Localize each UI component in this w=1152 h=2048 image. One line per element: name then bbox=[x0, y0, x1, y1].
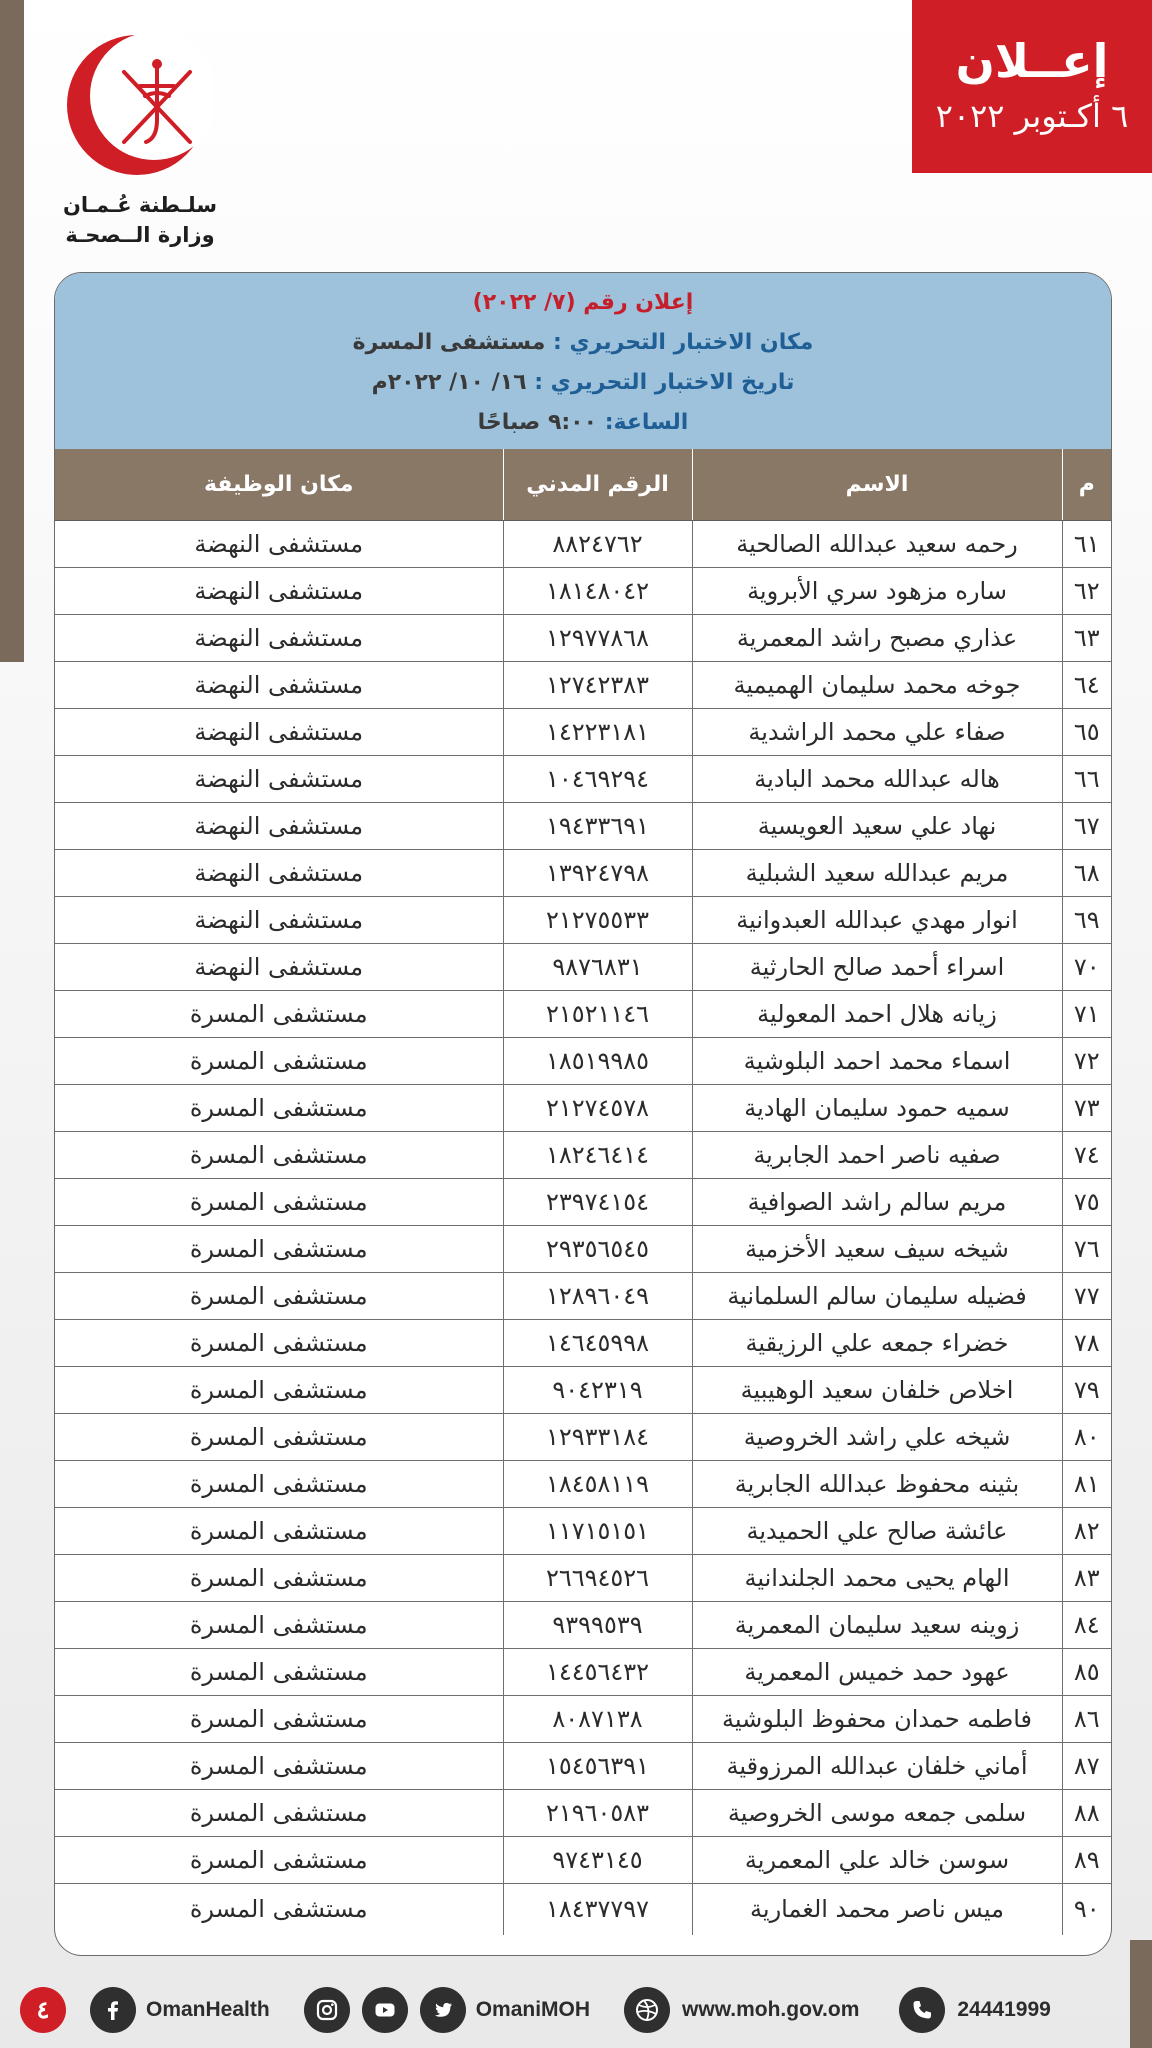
job-location: مستشفى المسرة bbox=[55, 1037, 503, 1084]
row-number: ٧٠ bbox=[1062, 943, 1111, 990]
table-row bbox=[55, 661, 1111, 708]
logo-line-ministry: وزارة الــصحـة bbox=[65, 223, 215, 247]
row-number: ٦٦ bbox=[1062, 755, 1111, 802]
civil-id: ١٣٩٢٤٧٩٨ bbox=[503, 849, 692, 896]
candidate-name: أماني خلفان عبدالله المرزوقية bbox=[692, 1742, 1062, 1789]
youtube-icon[interactable] bbox=[362, 1987, 408, 2033]
civil-id: ٢٦٦٩٤٥٢٦ bbox=[503, 1554, 692, 1601]
row-number: ٦٩ bbox=[1062, 896, 1111, 943]
table-row bbox=[55, 896, 1111, 943]
job-location: مستشفى المسرة bbox=[55, 1272, 503, 1319]
table-row bbox=[55, 1460, 1111, 1507]
row-number: ٩٠ bbox=[1062, 1883, 1111, 1935]
job-location: مستشفى النهضة bbox=[55, 802, 503, 849]
civil-id: ٨٠٨٧١٣٨ bbox=[503, 1695, 692, 1742]
candidate-name: مريم عبدالله سعيد الشبلية bbox=[692, 849, 1062, 896]
candidates-table bbox=[55, 449, 1111, 1935]
candidate-name: بثينه محفوظ عبدالله الجابرية bbox=[692, 1460, 1062, 1507]
candidate-name: اخلاص خلفان سعيد الوهيبية bbox=[692, 1366, 1062, 1413]
row-number: ٦٥ bbox=[1062, 708, 1111, 755]
civil-id: ٢٣٩٧٤١٥٤ bbox=[503, 1178, 692, 1225]
civil-id: ٨٨٢٤٧٦٢ bbox=[503, 520, 692, 567]
job-location: مستشفى المسرة bbox=[55, 1131, 503, 1178]
row-number: ٨١ bbox=[1062, 1460, 1111, 1507]
row-number: ٦٨ bbox=[1062, 849, 1111, 896]
table-row bbox=[55, 567, 1111, 614]
announcement-box bbox=[912, 0, 1152, 173]
candidate-name: الهام يحيى محمد الجلندانية bbox=[692, 1554, 1062, 1601]
job-location: مستشفى المسرة bbox=[55, 1742, 503, 1789]
table-row bbox=[55, 1554, 1111, 1601]
ministry-logo bbox=[50, 30, 220, 245]
candidate-name: شيخه سيف سعيد الأخزمية bbox=[692, 1225, 1062, 1272]
candidate-name: زوينه سعيد سليمان المعمرية bbox=[692, 1601, 1062, 1648]
column-header-job-location: مكان الوظيفة bbox=[55, 449, 503, 520]
candidate-name: نهاد علي سعيد العويسية bbox=[692, 802, 1062, 849]
civil-id: ١٢٨٩٦٠٤٩ bbox=[503, 1272, 692, 1319]
instagram-icon[interactable] bbox=[304, 1987, 350, 2033]
civil-id: ١٨٤٣٧٧٩٧ bbox=[503, 1883, 692, 1935]
civil-id: ٩٧٤٣١٤٥ bbox=[503, 1836, 692, 1883]
candidate-name: انوار مهدي عبدالله العبدوانية bbox=[692, 896, 1062, 943]
row-number: ٦٤ bbox=[1062, 661, 1111, 708]
candidate-name: جوخه محمد سليمان الهميمية bbox=[692, 661, 1062, 708]
table-row bbox=[55, 614, 1111, 661]
job-location: مستشفى المسرة bbox=[55, 1648, 503, 1695]
candidate-name: شيخه علي راشد الخروصية bbox=[692, 1413, 1062, 1460]
candidate-name: مريم سالم راشد الصوافية bbox=[692, 1178, 1062, 1225]
exam-date-value: ١٦/ ١٠/ ٢٠٢٢م bbox=[371, 370, 527, 395]
table-row bbox=[55, 1319, 1111, 1366]
row-number: ٨٢ bbox=[1062, 1507, 1111, 1554]
row-number: ٧٢ bbox=[1062, 1037, 1111, 1084]
row-number: ٨٧ bbox=[1062, 1742, 1111, 1789]
exam-place-label: مكان الاختبار التحريري : bbox=[553, 330, 814, 355]
candidate-name: صفيه ناصر احمد الجابرية bbox=[692, 1131, 1062, 1178]
row-number: ٨٣ bbox=[1062, 1554, 1111, 1601]
table-row bbox=[55, 1413, 1111, 1460]
candidate-name: فاطمه حمدان محفوظ البلوشية bbox=[692, 1695, 1062, 1742]
candidate-name: اسماء محمد احمد البلوشية bbox=[692, 1037, 1062, 1084]
table-row bbox=[55, 849, 1111, 896]
table-row bbox=[55, 1084, 1111, 1131]
job-location: مستشفى النهضة bbox=[55, 896, 503, 943]
left-accent-stripe bbox=[0, 0, 24, 662]
row-number: ٦٧ bbox=[1062, 802, 1111, 849]
logo-line-sultanate: سلـطنة عُـمـان bbox=[62, 193, 218, 217]
job-location: مستشفى المسرة bbox=[55, 1084, 503, 1131]
table-body bbox=[55, 520, 1111, 1935]
exam-place-value: مستشفى المسرة bbox=[352, 330, 546, 355]
job-location: مستشفى النهضة bbox=[55, 708, 503, 755]
table-row bbox=[55, 755, 1111, 802]
table-row bbox=[55, 1742, 1111, 1789]
row-number: ٧١ bbox=[1062, 990, 1111, 1037]
row-number: ٦٣ bbox=[1062, 614, 1111, 661]
job-location: مستشفى المسرة bbox=[55, 1836, 503, 1883]
job-location: مستشفى المسرة bbox=[55, 1413, 503, 1460]
results-panel bbox=[54, 272, 1112, 1956]
announcement-title: إعــلان bbox=[955, 34, 1109, 88]
facebook-icon[interactable] bbox=[90, 1987, 136, 2033]
candidate-name: ساره مزهود سري الأبروية bbox=[692, 567, 1062, 614]
table-row bbox=[55, 1789, 1111, 1836]
table-row bbox=[55, 1366, 1111, 1413]
job-location: مستشفى المسرة bbox=[55, 1178, 503, 1225]
civil-id: ١٨٤٥٨١١٩ bbox=[503, 1460, 692, 1507]
candidate-name: عذاري مصبح راشد المعمرية bbox=[692, 614, 1062, 661]
exam-date-label: تاريخ الاختبار التحريري : bbox=[534, 370, 795, 395]
civil-id: ١٤٤٥٦٤٣٢ bbox=[503, 1648, 692, 1695]
civil-id: ٢١٥٢١١٤٦ bbox=[503, 990, 692, 1037]
civil-id: ١٩٤٣٣٦٩١ bbox=[503, 802, 692, 849]
job-location: مستشفى المسرة bbox=[55, 1507, 503, 1554]
civil-id: ٢١٩٦٠٥٨٣ bbox=[503, 1789, 692, 1836]
civil-id: ١٤٢٢٣١٨١ bbox=[503, 708, 692, 755]
candidate-name: هاله عبدالله محمد البادية bbox=[692, 755, 1062, 802]
job-location: مستشفى المسرة bbox=[55, 990, 503, 1037]
civil-id: ١٨٥١٩٩٨٥ bbox=[503, 1037, 692, 1084]
candidate-name: سوسن خالد علي المعمرية bbox=[692, 1836, 1062, 1883]
phone-number[interactable]: 24441999 bbox=[957, 1998, 1051, 2021]
right-accent-stripe bbox=[1130, 1940, 1152, 2048]
job-location: مستشفى النهضة bbox=[55, 755, 503, 802]
job-location: مستشفى النهضة bbox=[55, 849, 503, 896]
row-number: ٧٣ bbox=[1062, 1084, 1111, 1131]
page-number: ٤ bbox=[20, 1987, 66, 2033]
table-row bbox=[55, 1883, 1111, 1935]
candidate-name: سلمى جمعه موسى الخروصية bbox=[692, 1789, 1062, 1836]
candidate-name: سميه حمود سليمان الهادية bbox=[692, 1084, 1062, 1131]
civil-id: ١٤٦٤٥٩٩٨ bbox=[503, 1319, 692, 1366]
candidate-name: زيانه هلال احمد المعولية bbox=[692, 990, 1062, 1037]
website-globe-icon[interactable] bbox=[624, 1987, 670, 2033]
job-location: مستشفى النهضة bbox=[55, 661, 503, 708]
table-row bbox=[55, 708, 1111, 755]
row-number: ٧٤ bbox=[1062, 1131, 1111, 1178]
candidate-name: خضراء جمعه علي الرزيقية bbox=[692, 1319, 1062, 1366]
job-location: مستشفى المسرة bbox=[55, 1789, 503, 1836]
civil-id: ١٢٧٤٢٣٨٣ bbox=[503, 661, 692, 708]
row-number: ٧٨ bbox=[1062, 1319, 1111, 1366]
job-location: مستشفى النهضة bbox=[55, 567, 503, 614]
table-row bbox=[55, 1695, 1111, 1742]
candidate-name: عهود حمد خميس المعمرية bbox=[692, 1648, 1062, 1695]
twitter-handle[interactable]: OmaniMOH bbox=[475, 1998, 591, 2021]
table-row bbox=[55, 520, 1111, 567]
oman-emblem-icon bbox=[62, 30, 212, 180]
table-row bbox=[55, 1507, 1111, 1554]
column-header-name: الاسم bbox=[692, 449, 1062, 520]
table-row bbox=[55, 1178, 1111, 1225]
civil-id: ١١٧١٥١٥١ bbox=[503, 1507, 692, 1554]
job-location: مستشفى المسرة bbox=[55, 1319, 503, 1366]
phone-icon[interactable] bbox=[899, 1987, 945, 2033]
candidate-name: عائشة صالح علي الحميدية bbox=[692, 1507, 1062, 1554]
civil-id: ٩٠٤٢٣١٩ bbox=[503, 1366, 692, 1413]
exam-time-label: الساعة: bbox=[604, 410, 689, 435]
civil-id: ١٢٩٧٧٨٦٨ bbox=[503, 614, 692, 661]
row-number: ٦١ bbox=[1062, 520, 1111, 567]
civil-id: ١٨١٤٨٠٤٢ bbox=[503, 567, 692, 614]
job-location: مستشفى النهضة bbox=[55, 520, 503, 567]
row-number: ٨٩ bbox=[1062, 1836, 1111, 1883]
candidate-name: فضيله سليمان سالم السلمانية bbox=[692, 1272, 1062, 1319]
row-number: ٨٥ bbox=[1062, 1648, 1111, 1695]
row-number: ٨٦ bbox=[1062, 1695, 1111, 1742]
table-row bbox=[55, 1037, 1111, 1084]
website-link[interactable]: www.moh.gov.om bbox=[682, 1998, 860, 2021]
civil-id: ٢١٢٧٥٥٣٣ bbox=[503, 896, 692, 943]
civil-id: ٩٨٧٦٨٣١ bbox=[503, 943, 692, 990]
civil-id: ١٥٤٥٦٣٩١ bbox=[503, 1742, 692, 1789]
row-number: ٨٤ bbox=[1062, 1601, 1111, 1648]
table-row bbox=[55, 1836, 1111, 1883]
table-row bbox=[55, 1225, 1111, 1272]
row-number: ٧٩ bbox=[1062, 1366, 1111, 1413]
table-row bbox=[55, 1131, 1111, 1178]
job-location: مستشفى النهضة bbox=[55, 943, 503, 990]
table-row bbox=[55, 943, 1111, 990]
candidate-name: صفاء علي محمد الراشدية bbox=[692, 708, 1062, 755]
candidate-name: اسراء أحمد صالح الحارثية bbox=[692, 943, 1062, 990]
row-number: ٧٧ bbox=[1062, 1272, 1111, 1319]
row-number: ٨٠ bbox=[1062, 1413, 1111, 1460]
civil-id: ٢٩٣٥٦٥٤٥ bbox=[503, 1225, 692, 1272]
table-row bbox=[55, 1648, 1111, 1695]
job-location: مستشفى المسرة bbox=[55, 1225, 503, 1272]
job-location: مستشفى المسرة bbox=[55, 1554, 503, 1601]
twitter-icon[interactable] bbox=[420, 1987, 466, 2033]
candidate-name: رحمه سعيد عبدالله الصالحية bbox=[692, 520, 1062, 567]
candidate-name: ميس ناصر محمد الغمارية bbox=[692, 1883, 1062, 1935]
civil-id: ١٢٩٣٣١٨٤ bbox=[503, 1413, 692, 1460]
announcement-date: ٦ أكـتوبر ٢٠٢٢ bbox=[935, 97, 1129, 135]
facebook-handle[interactable]: OmanHealth bbox=[146, 1998, 270, 2021]
row-number: ٧٥ bbox=[1062, 1178, 1111, 1225]
footer-bar bbox=[20, 1982, 1110, 2038]
exam-info-header bbox=[55, 273, 1111, 449]
civil-id: ١٨٢٤٦٤١٤ bbox=[503, 1131, 692, 1178]
table-row bbox=[55, 1601, 1111, 1648]
row-number: ٨٨ bbox=[1062, 1789, 1111, 1836]
exam-time-value: ٩:٠٠ صباحًا bbox=[477, 410, 598, 435]
table-row bbox=[55, 1272, 1111, 1319]
job-location: مستشفى المسرة bbox=[55, 1460, 503, 1507]
column-header-number: م bbox=[1062, 449, 1111, 520]
job-location: مستشفى المسرة bbox=[55, 1695, 503, 1742]
job-location: مستشفى المسرة bbox=[55, 1601, 503, 1648]
column-header-civil-id: الرقم المدني bbox=[503, 449, 692, 520]
job-location: مستشفى المسرة bbox=[189, 1895, 368, 1924]
job-location: مستشفى النهضة bbox=[55, 614, 503, 661]
table-row bbox=[55, 802, 1111, 849]
job-location: مستشفى المسرة bbox=[55, 1366, 503, 1413]
table-header-row bbox=[55, 449, 1111, 520]
row-number: ٦٢ bbox=[1062, 567, 1111, 614]
civil-id: ١٠٤٦٩٢٩٤ bbox=[503, 755, 692, 802]
civil-id: ٢١٢٧٤٥٧٨ bbox=[503, 1084, 692, 1131]
ad-number: إعلان رقم (٧/ ٢٠٢٢) bbox=[472, 290, 694, 315]
row-number: ٧٦ bbox=[1062, 1225, 1111, 1272]
civil-id: ٩٣٩٩٥٣٩ bbox=[503, 1601, 692, 1648]
table-row bbox=[55, 990, 1111, 1037]
